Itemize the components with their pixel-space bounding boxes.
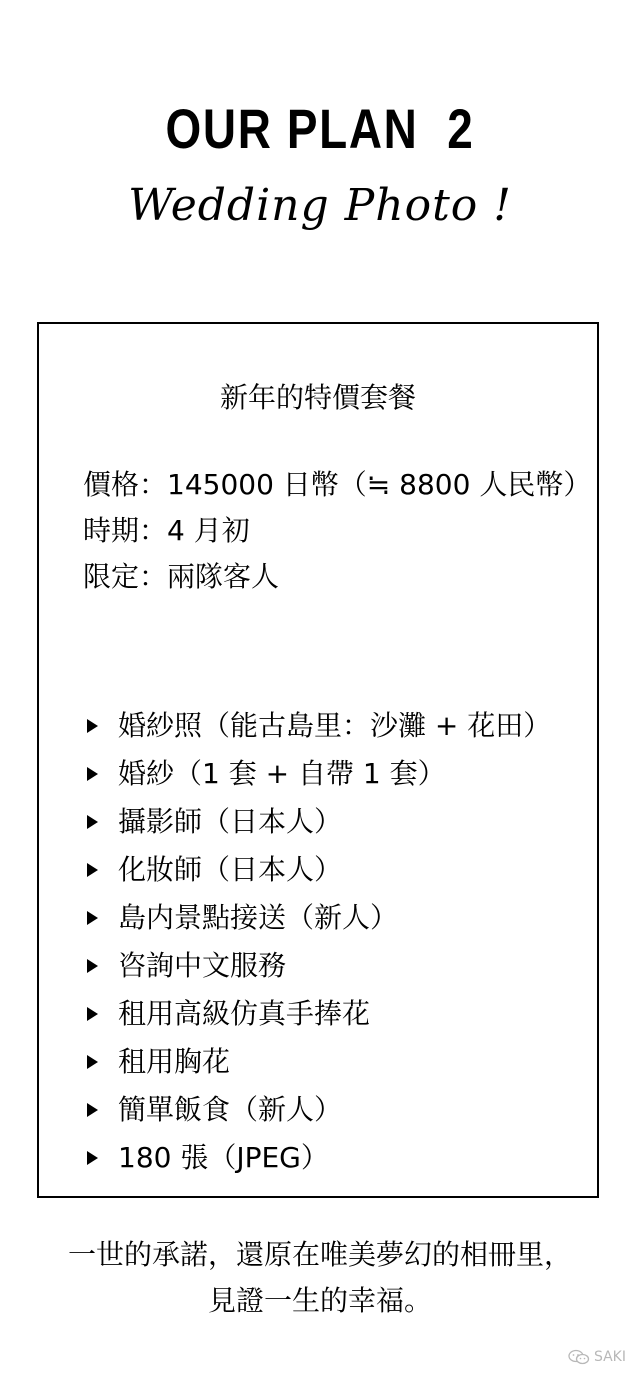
list-item xyxy=(83,1086,551,1134)
footer-line-2: 見證一生的幸福。 xyxy=(207,1284,432,1317)
footer-line-1: 一世的承諾，還原在唯美夢幻的相冊里， xyxy=(67,1238,572,1271)
plan-info xyxy=(83,462,591,600)
wechat-icon xyxy=(568,1349,590,1365)
list-item xyxy=(83,798,551,846)
list-item xyxy=(83,702,551,750)
triangle-right-icon xyxy=(87,1151,98,1165)
triangle-right-icon xyxy=(87,719,98,733)
triangle-right-icon xyxy=(87,767,98,781)
list-item xyxy=(83,1038,551,1086)
plan-items xyxy=(83,702,551,1182)
triangle-right-icon xyxy=(87,911,98,925)
list-item-label: 租用高級仿真手捧花 xyxy=(118,997,371,1030)
list-item xyxy=(83,990,551,1038)
price-line: 價格：145000 日幣（≒ 8800 人民幣） xyxy=(83,468,592,501)
list-item-label: 咨詢中文服務 xyxy=(118,949,287,982)
triangle-right-icon xyxy=(87,1055,98,1069)
plan-box xyxy=(37,322,599,1198)
triangle-right-icon xyxy=(87,1007,98,1021)
triangle-right-icon xyxy=(87,1103,98,1117)
footer-text xyxy=(0,1232,640,1324)
list-item-label: 攝影師（日本人） xyxy=(118,805,343,838)
list-item-label: 租用胸花 xyxy=(118,1045,231,1078)
list-item-label: 婚紗（1 套 + 自帶 1 套） xyxy=(118,757,446,790)
list-item xyxy=(83,846,551,894)
list-item xyxy=(83,1134,551,1182)
list-item-label: 180 張（JPEG） xyxy=(118,1141,329,1174)
list-item-label: 島内景點接送（新人） xyxy=(118,901,399,934)
list-item-label: 簡單飯食（新人） xyxy=(118,1093,343,1126)
limit-line: 限定：兩隊客人 xyxy=(83,560,280,593)
watermark-text: SAKI xyxy=(593,1349,626,1365)
watermark xyxy=(568,1349,626,1365)
page-subtitle: Wedding Photo ! xyxy=(128,180,512,231)
triangle-right-icon xyxy=(87,959,98,973)
list-item xyxy=(83,894,551,942)
triangle-right-icon xyxy=(87,815,98,829)
list-item-label: 婚紗照（能古島里：沙灘 + 花田） xyxy=(118,709,552,742)
list-item-label: 化妝師（日本人） xyxy=(118,853,343,886)
triangle-right-icon xyxy=(87,863,98,877)
list-item xyxy=(83,750,551,798)
plan-title: 新年的特價套餐 xyxy=(219,381,416,414)
period-line: 時期：4 月初 xyxy=(83,514,250,547)
page-title: OUR PLAN 2 xyxy=(165,97,475,160)
list-item xyxy=(83,942,551,990)
